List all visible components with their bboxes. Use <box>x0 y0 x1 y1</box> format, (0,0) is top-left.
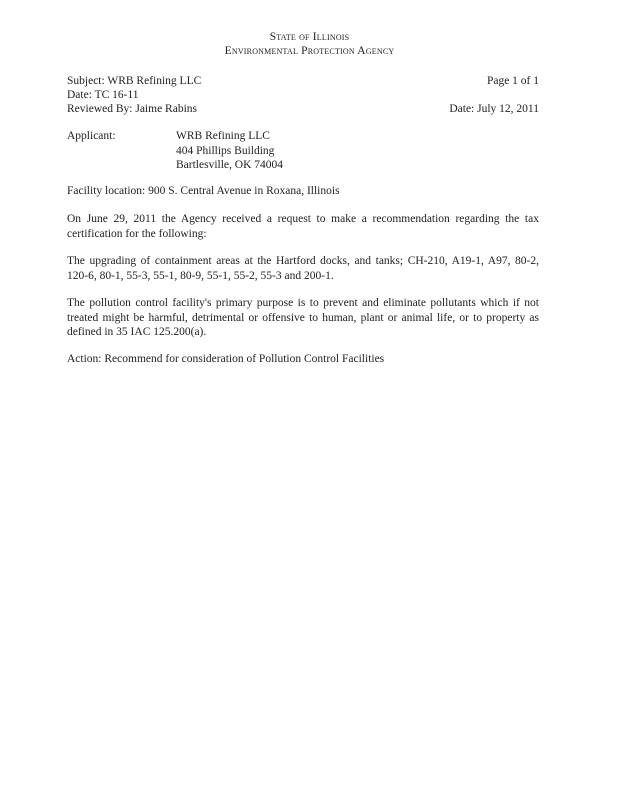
applicant-address-line1: 404 Phillips Building <box>176 144 275 157</box>
applicant-address <box>176 129 283 173</box>
document-meta <box>67 74 539 116</box>
agency-heading: Environmental Protection Agency <box>224 45 395 57</box>
review-date: Date: July 12, 2011 <box>449 103 539 115</box>
applicant-label: Applicant: <box>67 130 116 142</box>
subject-text: Subject: WRB Refining LLC <box>67 75 202 87</box>
facility-location: Facility location: 900 S. Central Avenue in Roxana, Illinois <box>67 185 340 197</box>
reviewed-by: Reviewed By: Jaime Rabins <box>67 103 197 115</box>
applicant-address-line2: Bartlesville, OK 74004 <box>176 159 283 171</box>
subject-row <box>67 74 539 88</box>
state-heading: State of Illinois <box>269 31 350 43</box>
tc-date: Date: TC 16-11 <box>67 89 139 101</box>
tc-row <box>67 88 539 102</box>
upgrading-paragraph: The upgrading of containment areas at the Hartford docks, and tanks; CH-210, A19-1, A97, 80-2, 120-6, 80-1, 55-3, 55-1, 80-9, 55-1, 55-2, 55-3 and 200-1. <box>67 255 539 282</box>
applicant-name: WRB Refining LLC <box>176 130 270 142</box>
reviewer-row <box>67 102 539 116</box>
page-number: Page 1 of 1 <box>486 75 539 87</box>
purpose-paragraph: The pollution control facility's primary purpose is to prevent and eliminate pollutants which if not treated might be harmful, detrimental or offensive to human, plant or animal life, or to property as defined in 35 IAC 125.200(a). <box>67 297 539 338</box>
action-paragraph: Action: Recommend for consideration of Pollution Control Facilities <box>67 353 385 365</box>
document-header <box>0 30 619 58</box>
request-paragraph: On June 29, 2011 the Agency received a request to make a recommendation regarding the tax certification for the following: <box>67 213 539 240</box>
